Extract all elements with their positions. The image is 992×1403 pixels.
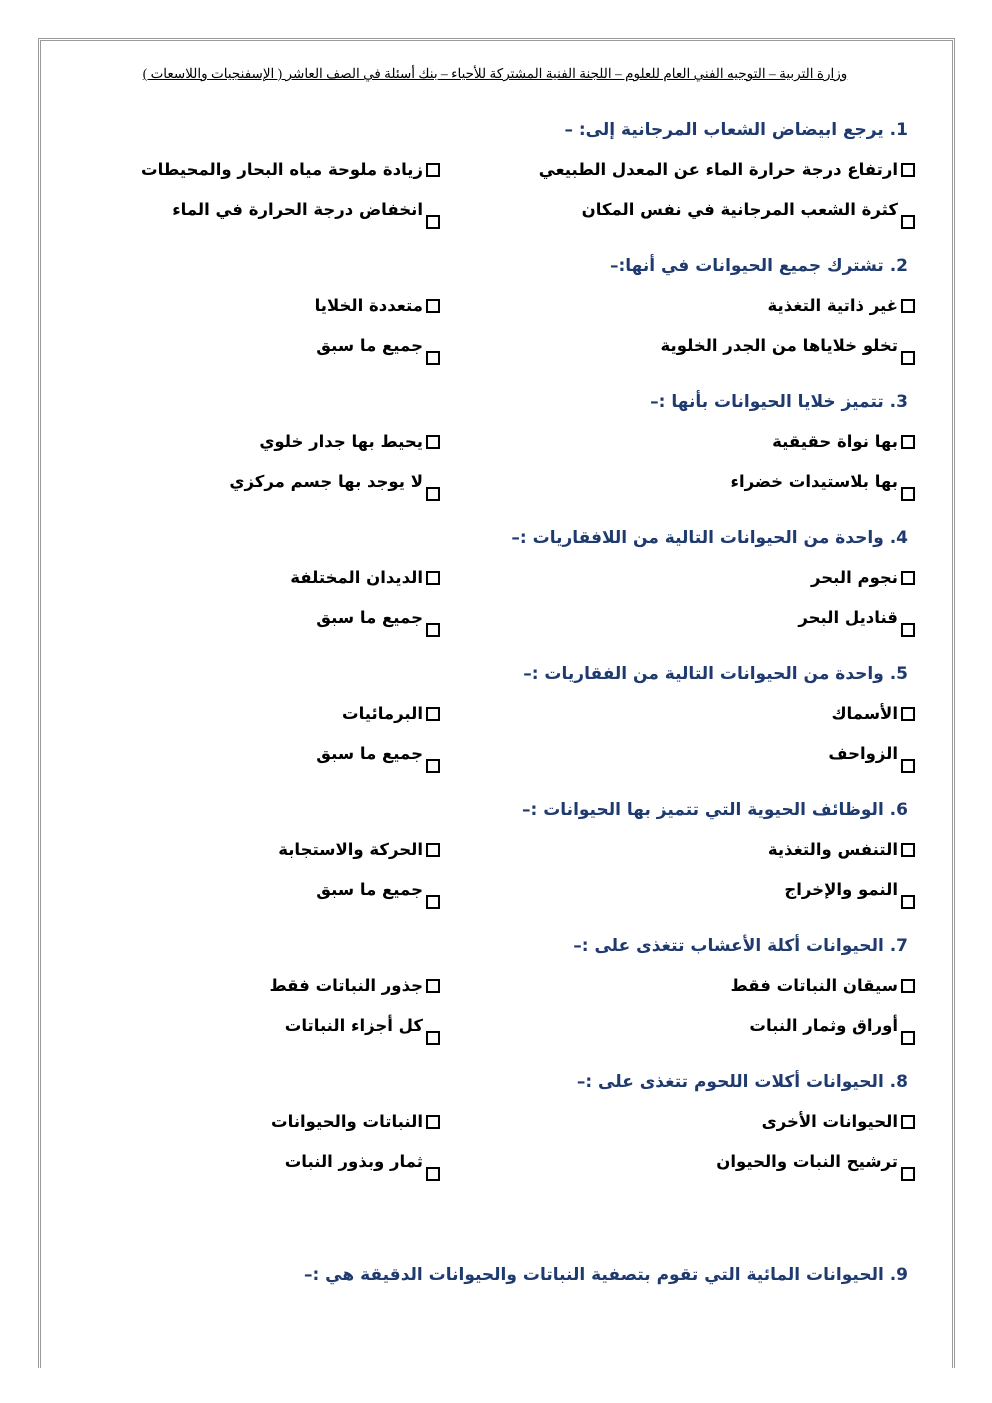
option-8-4[interactable] <box>285 1152 440 1171</box>
checkbox-icon[interactable] <box>901 487 915 501</box>
option-label: النباتات والحيوانات <box>271 1112 423 1131</box>
checkbox-icon[interactable] <box>426 571 440 585</box>
option-5-4[interactable] <box>316 744 440 763</box>
question-2: 2. تشترك جميع الحيوانات في أنها:– <box>609 256 908 276</box>
option-label: الديدان المختلفة <box>290 568 423 587</box>
option-label: جميع ما سبق <box>316 880 423 899</box>
option-label: جذور النباتات فقط <box>269 976 423 995</box>
checkbox-icon[interactable] <box>426 707 440 721</box>
option-label: نجوم البحر <box>810 568 898 587</box>
option-label: التنفس والتغذية <box>767 840 898 859</box>
checkbox-icon[interactable] <box>426 895 440 909</box>
question-5: 5. واحدة من الحيوانات التالية من الفقاريات :– <box>523 664 908 684</box>
option-label: تخلو خلاياها من الجدر الخلوية <box>660 336 898 355</box>
question-8: 8. الحيوانات أكلات اللحوم تتغذى على :– <box>576 1072 908 1092</box>
option-label: كثرة الشعب المرجانية في نفس المكان <box>581 200 898 219</box>
option-4-2[interactable] <box>290 568 440 587</box>
option-8-3[interactable] <box>716 1152 915 1171</box>
option-label: ترشيح النبات والحيوان <box>716 1152 898 1171</box>
option-3-4[interactable] <box>229 472 440 491</box>
option-label: البرمائيات <box>342 704 423 723</box>
option-1-3[interactable] <box>582 200 915 219</box>
option-label: الحيوانات الأخرى <box>761 1112 898 1131</box>
option-1-4[interactable] <box>172 200 440 219</box>
option-3-1[interactable] <box>772 432 915 451</box>
option-label: متعددة الخلايا <box>314 296 423 315</box>
checkbox-icon[interactable] <box>901 351 915 365</box>
checkbox-icon[interactable] <box>426 351 440 365</box>
option-1-2[interactable] <box>141 160 440 179</box>
option-5-3[interactable] <box>828 744 915 763</box>
option-label: جميع ما سبق <box>316 336 423 355</box>
option-label: جميع ما سبق <box>316 744 423 763</box>
question-4: 4. واحدة من الحيوانات التالية من اللافقاريات :– <box>511 528 908 548</box>
question-7: 7. الحيوانات أكلة الأعشاب تتغذى على :– <box>573 936 908 956</box>
option-label: يحيط بها جدار خلوي <box>259 432 423 451</box>
page-header: وزارة التربية – التوجيه الفني العام للعلوم – اللجنة الفنية المشتركة للأحياء – بنك أسئلة في الصف العاشر ( الإسفنجيات واللاسعات ) <box>142 66 848 81</box>
option-7-3[interactable] <box>749 1016 915 1035</box>
option-label: كل أجزاء النباتات <box>284 1016 423 1035</box>
option-6-3[interactable] <box>784 880 915 899</box>
option-label: زيادة ملوحة مياه البحار والمحيطات <box>141 160 423 179</box>
option-label: انخفاض درجة الحرارة في الماء <box>172 200 423 219</box>
checkbox-icon[interactable] <box>426 759 440 773</box>
option-7-1[interactable] <box>731 976 915 995</box>
option-8-1[interactable] <box>762 1112 915 1131</box>
checkbox-icon[interactable] <box>901 163 915 177</box>
option-7-2[interactable] <box>269 976 440 995</box>
option-2-1[interactable] <box>768 296 915 315</box>
option-8-2[interactable] <box>271 1112 440 1131</box>
option-2-3[interactable] <box>661 336 915 355</box>
checkbox-icon[interactable] <box>901 435 915 449</box>
checkbox-icon[interactable] <box>901 623 915 637</box>
checkbox-icon[interactable] <box>901 707 915 721</box>
checkbox-icon[interactable] <box>901 895 915 909</box>
option-6-1[interactable] <box>768 840 915 859</box>
checkbox-icon[interactable] <box>426 163 440 177</box>
option-label: الزواحف <box>828 744 898 763</box>
option-1-1[interactable] <box>539 160 915 179</box>
option-label: سيقان النباتات فقط <box>730 976 898 995</box>
option-label: لا يوجد بها جسم مركزي <box>229 472 423 491</box>
checkbox-icon[interactable] <box>426 299 440 313</box>
checkbox-icon[interactable] <box>426 487 440 501</box>
option-label: جميع ما سبق <box>316 608 423 627</box>
option-label: الأسماك <box>831 704 898 723</box>
option-6-2[interactable] <box>278 840 440 859</box>
checkbox-icon[interactable] <box>426 843 440 857</box>
option-5-1[interactable] <box>831 704 915 723</box>
option-label: غير ذاتية التغذية <box>767 296 898 315</box>
question-6: 6. الوظائف الحيوية التي تتميز بها الحيوانات :– <box>522 800 908 820</box>
checkbox-icon[interactable] <box>426 1115 440 1129</box>
checkbox-icon[interactable] <box>901 299 915 313</box>
option-label: بها بلاستيدات خضراء <box>730 472 898 491</box>
checkbox-icon[interactable] <box>901 215 915 229</box>
option-7-4[interactable] <box>285 1016 440 1035</box>
option-label: ثمار وبذور النبات <box>284 1152 423 1171</box>
checkbox-icon[interactable] <box>901 843 915 857</box>
option-3-3[interactable] <box>731 472 915 491</box>
checkbox-icon[interactable] <box>426 1167 440 1181</box>
option-3-2[interactable] <box>259 432 440 451</box>
option-2-4[interactable] <box>316 336 440 355</box>
checkbox-icon[interactable] <box>426 215 440 229</box>
option-4-3[interactable] <box>798 608 915 627</box>
checkbox-icon[interactable] <box>426 435 440 449</box>
checkbox-icon[interactable] <box>901 1115 915 1129</box>
option-label: بها نواة حقيقية <box>772 432 898 451</box>
option-label: ارتفاع درجة حرارة الماء عن المعدل الطبيعي <box>538 160 898 179</box>
option-5-2[interactable] <box>342 704 440 723</box>
checkbox-icon[interactable] <box>901 1167 915 1181</box>
option-4-4[interactable] <box>316 608 440 627</box>
checkbox-icon[interactable] <box>426 1031 440 1045</box>
checkbox-icon[interactable] <box>426 979 440 993</box>
checkbox-icon[interactable] <box>901 979 915 993</box>
question-3: 3. تتميز خلايا الحيوانات بأنها :– <box>650 392 908 412</box>
option-2-2[interactable] <box>315 296 440 315</box>
option-label: الحركة والاستجابة <box>278 840 423 859</box>
option-label: النمو والإخراج <box>784 880 898 899</box>
option-4-1[interactable] <box>811 568 915 587</box>
checkbox-icon[interactable] <box>426 623 440 637</box>
checkbox-icon[interactable] <box>901 759 915 773</box>
option-label: قناديل البحر <box>798 608 898 627</box>
option-label: أوراق وثمار النبات <box>749 1016 898 1035</box>
option-6-4[interactable] <box>316 880 440 899</box>
question-9: 9. الحيوانات المائية التي تقوم بتصفية النباتات والحيوانات الدقيقة هي :– <box>303 1265 908 1285</box>
checkbox-icon[interactable] <box>901 571 915 585</box>
checkbox-icon[interactable] <box>901 1031 915 1045</box>
question-1: 1. يرجع ابيضاض الشعاب المرجانية إلى: – <box>564 120 908 140</box>
